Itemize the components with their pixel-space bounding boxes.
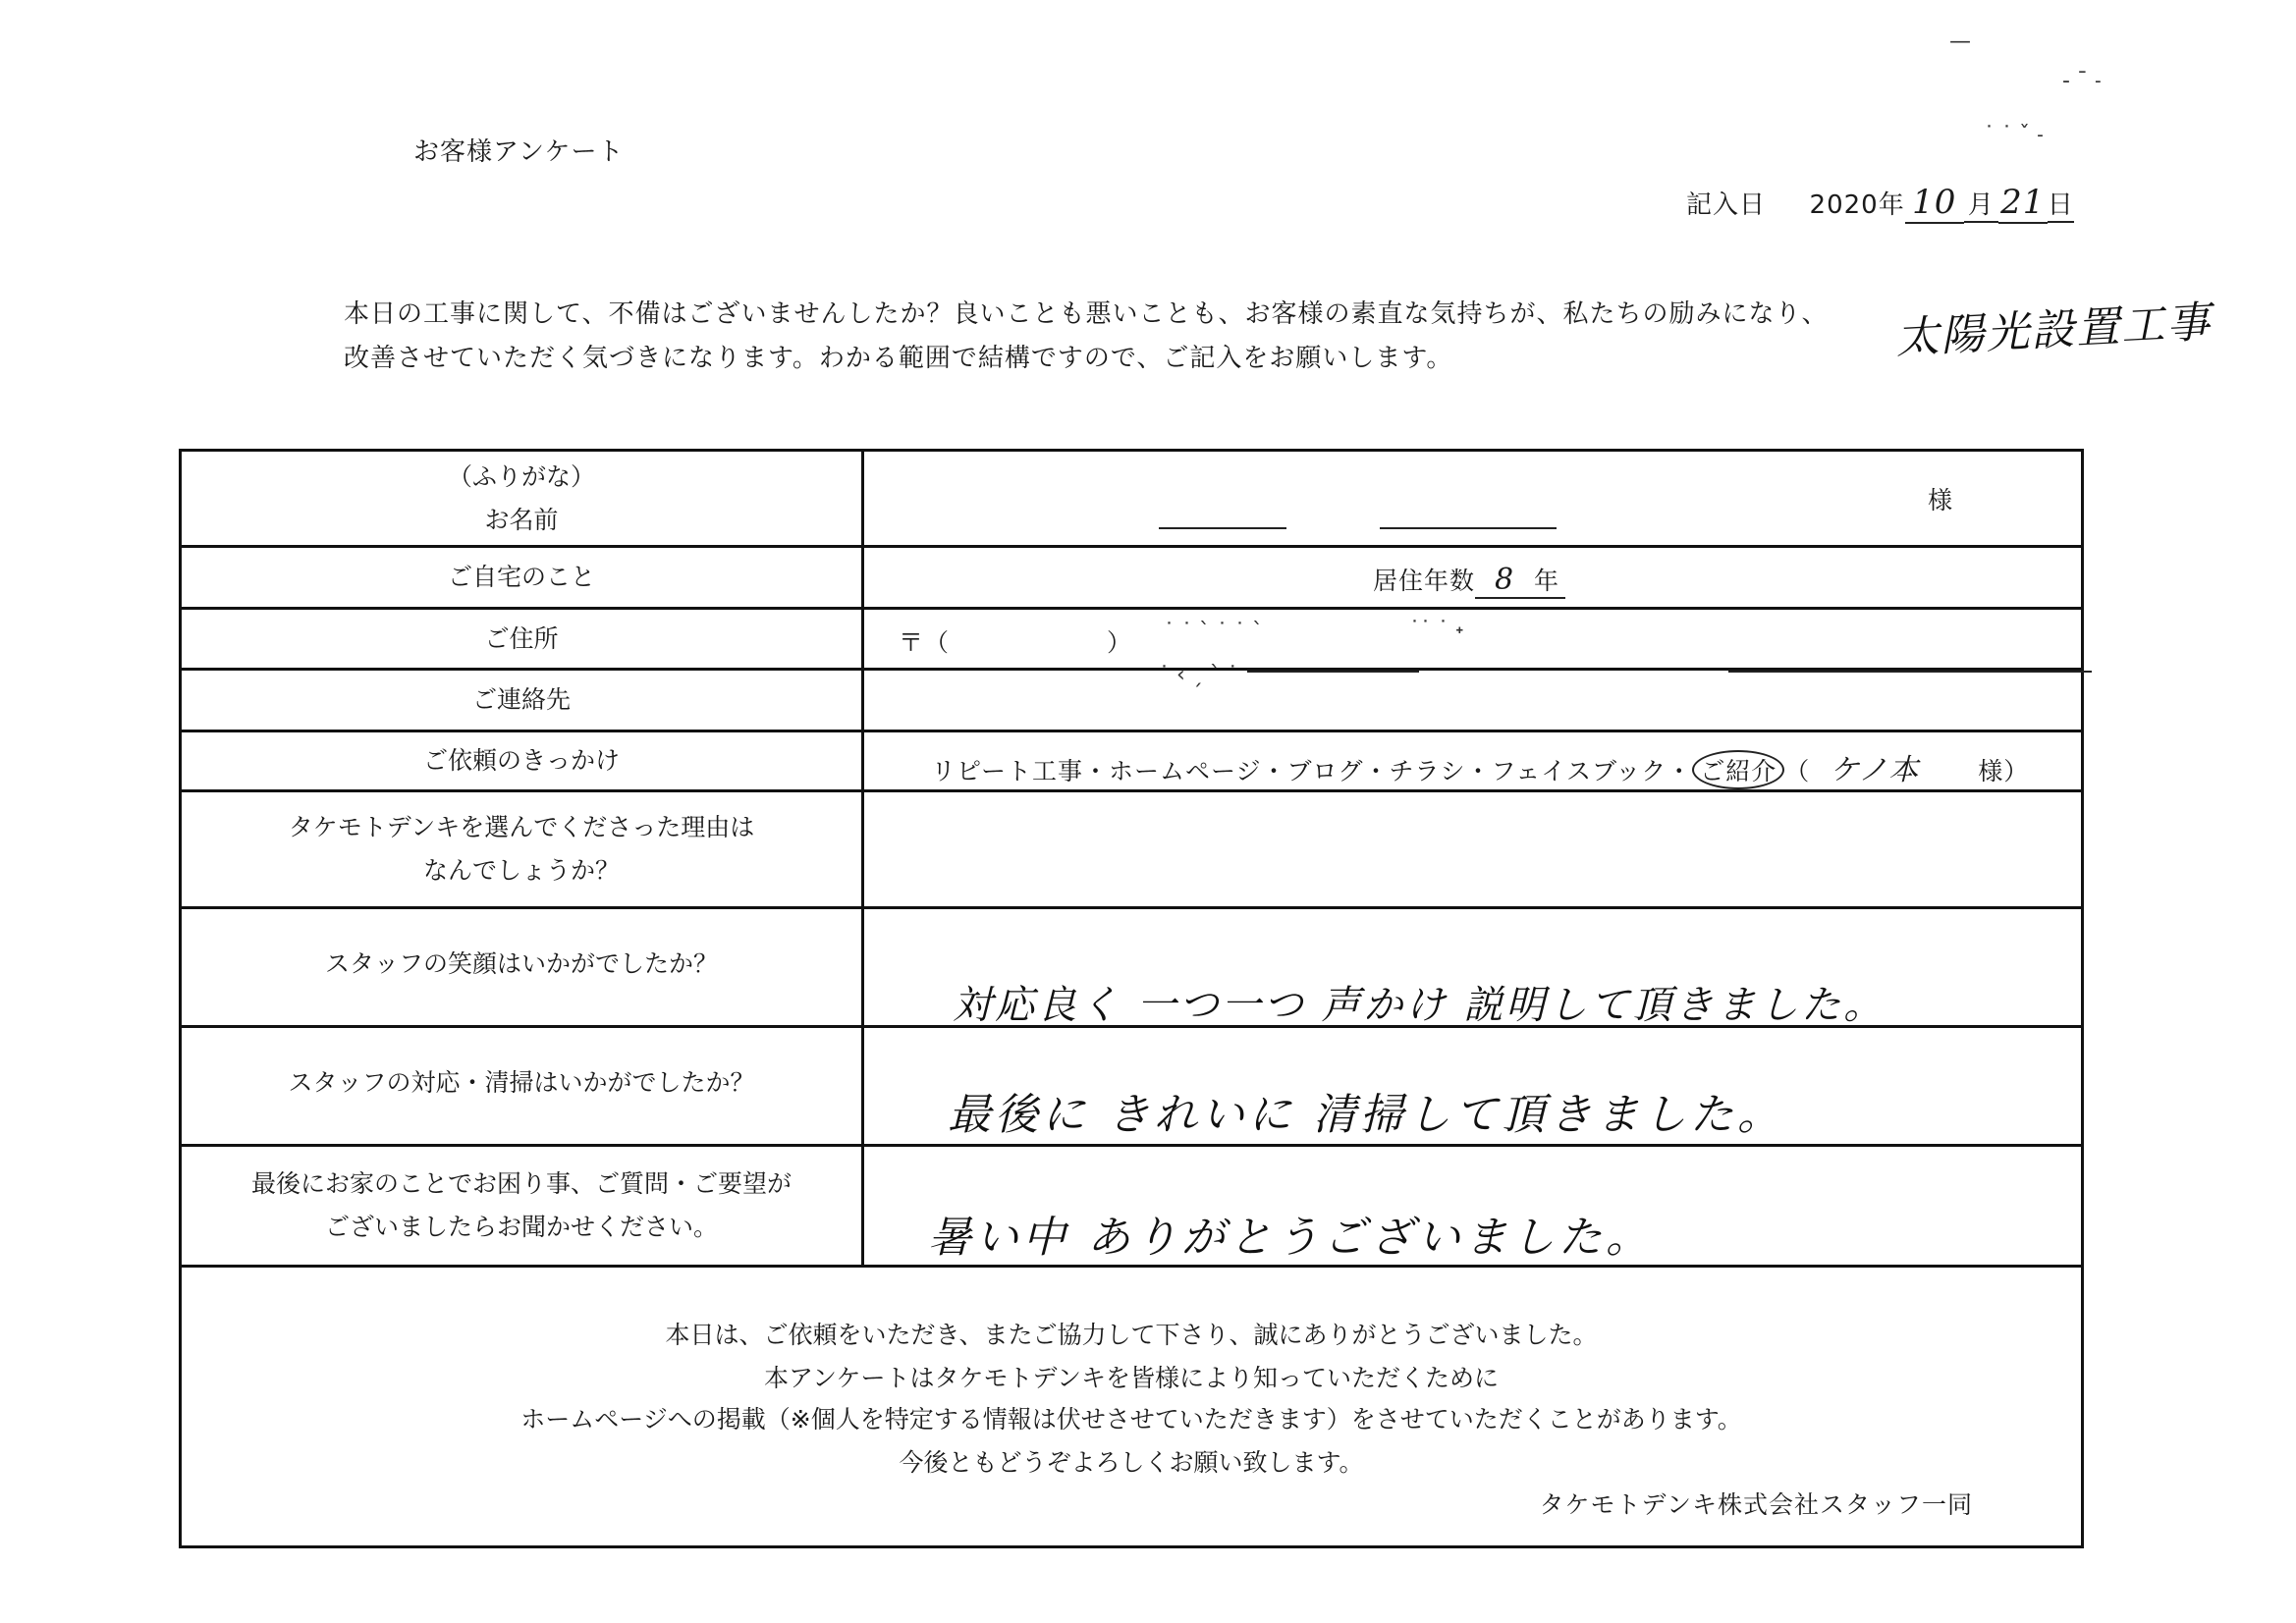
home-value-cell xyxy=(864,548,2081,607)
reason-label-line-1: タケモトデンキを選んでくださった理由は xyxy=(288,813,755,841)
fill-date-year: 2020年 xyxy=(1809,190,1905,220)
residence-years xyxy=(1373,562,1565,599)
request-label-line-2: ございましたらお聞かせください。 xyxy=(324,1213,718,1241)
intro-line-1: 本日の工事に関して、不備はございませんしたか？良いことも悪いことも、お客様の素直な気持ちが、私たちの励みになり、 xyxy=(344,299,1829,329)
contact-label: ご連絡先 xyxy=(182,671,864,730)
scan-mark: — xyxy=(1949,29,1971,54)
reason-answer-cell[interactable] xyxy=(864,792,2081,906)
service-answer-cell[interactable] xyxy=(864,1028,2081,1144)
smile-answer-cell[interactable] xyxy=(864,909,2081,1028)
address-label: ご住所 xyxy=(182,610,864,668)
row-address xyxy=(182,610,2081,671)
request-answer: 暑い中 ありがとうございました。 xyxy=(928,1213,1653,1263)
smile-label: スタッフの笑顔はいかがでしたか？ xyxy=(324,949,718,978)
trigger-open-paren: （ xyxy=(1784,757,1811,785)
closing-signature: タケモトデンキ株式会社スタッフ一同 xyxy=(1539,1490,1973,1519)
name-suffix: 様 xyxy=(1927,486,1953,514)
closing-line-4: 今後ともどうぞよろしくお願い致します。 xyxy=(899,1448,1364,1477)
trigger-selected-referral[interactable]: ご紹介 xyxy=(1692,750,1784,789)
scan-mark: - ˉ ˗ xyxy=(2062,69,2102,93)
reason-label-line-2: なんでしょうか？ xyxy=(422,856,620,885)
service-label: スタッフの対応・清掃はいかがでしたか？ xyxy=(288,1068,755,1097)
postal-mark: 〒（ ） xyxy=(899,628,1133,657)
row-name xyxy=(182,452,2081,548)
home-label: ご自宅のこと xyxy=(182,548,864,607)
service-label-cell xyxy=(182,1028,864,1144)
request-label-cell xyxy=(182,1147,864,1265)
name-label-cell xyxy=(182,452,864,545)
trigger-options xyxy=(931,745,2029,789)
name-label: お名前 xyxy=(484,505,559,534)
residence-years-unit: 年 xyxy=(1534,562,1565,599)
fill-date-label: 記入日 xyxy=(1686,190,1767,220)
trigger-referrer[interactable]: ケノ本 xyxy=(1830,753,1920,787)
name-furigana-label: （ふりがな） xyxy=(447,461,595,491)
project-label-handwritten: 太陽光設置工事 xyxy=(1894,297,2214,364)
residence-years-value[interactable]: 8 xyxy=(1475,563,1534,599)
residence-years-label: 居住年数 xyxy=(1373,567,1476,595)
trigger-value-cell xyxy=(864,732,2081,789)
closing-line-3: ホームページへの掲載（※個人を特定する情報は伏せさせていただきます）をさせていただくことがあります。 xyxy=(520,1405,1742,1434)
address-value-cell[interactable]: 〒（ ） ˙ ˙ ˋ ˙ ˙ ˋ ˙˙ ˙ ˖ xyxy=(899,618,1464,657)
trigger-option-list[interactable]: リピート工事・ホームページ・ブログ・チラシ・フェイスブック・ xyxy=(931,757,1693,785)
scan-mark: ˙ ˙ ˇ ˗ xyxy=(1984,123,2044,147)
reason-label-cell xyxy=(182,792,864,906)
row-contact xyxy=(182,663,2081,732)
service-answer: 最後に きれいに 清掃して頂きました。 xyxy=(948,1090,1784,1140)
row-request xyxy=(182,1147,2081,1268)
row-trigger xyxy=(182,732,2081,792)
fill-date-day: 21 xyxy=(1998,183,2048,224)
request-answer-cell[interactable] xyxy=(864,1147,2081,1265)
trigger-close: 様） xyxy=(1978,757,2030,785)
closing-line-1: 本日は、ご依頼をいただき、またご協力して下さり、誠にありがとうございました。 xyxy=(665,1321,1598,1349)
intro-text xyxy=(344,293,1828,381)
fill-date-month: 10 xyxy=(1905,183,1964,224)
request-label-line-1: 最後にお家のことでお困り事、ご質問・ご要望が xyxy=(250,1169,792,1198)
smile-label-cell xyxy=(182,909,864,1025)
fill-date-month-unit: 月 xyxy=(1964,185,1998,223)
survey-title: お客様アンケート xyxy=(413,137,625,167)
fill-date xyxy=(1686,183,2074,224)
postal-close: ） xyxy=(1107,628,1133,657)
row-smile xyxy=(182,909,2081,1028)
intro-line-2: 改善させていただく気づきになります。わかる範囲で結構ですので、ご記入をお願いします。 xyxy=(344,344,1453,373)
fill-date-day-unit: 日 xyxy=(2048,185,2074,223)
row-home xyxy=(182,548,2081,610)
contact-value-cell[interactable]: ˙ ‹ ˏ ˋ ˙ xyxy=(864,671,2081,730)
row-reason xyxy=(182,792,2081,909)
closing-line-2: 本アンケートはタケモトデンキを皆様により知っていただくために xyxy=(763,1364,1499,1392)
row-service xyxy=(182,1028,2081,1147)
trigger-label: ご依頼のきっかけ xyxy=(182,732,864,789)
name-value-cell[interactable] xyxy=(864,452,2081,545)
survey-table xyxy=(179,449,2084,1548)
smile-answer: 対応良く 一つ一つ 声かけ 説明して頂きました。 xyxy=(953,983,1886,1028)
